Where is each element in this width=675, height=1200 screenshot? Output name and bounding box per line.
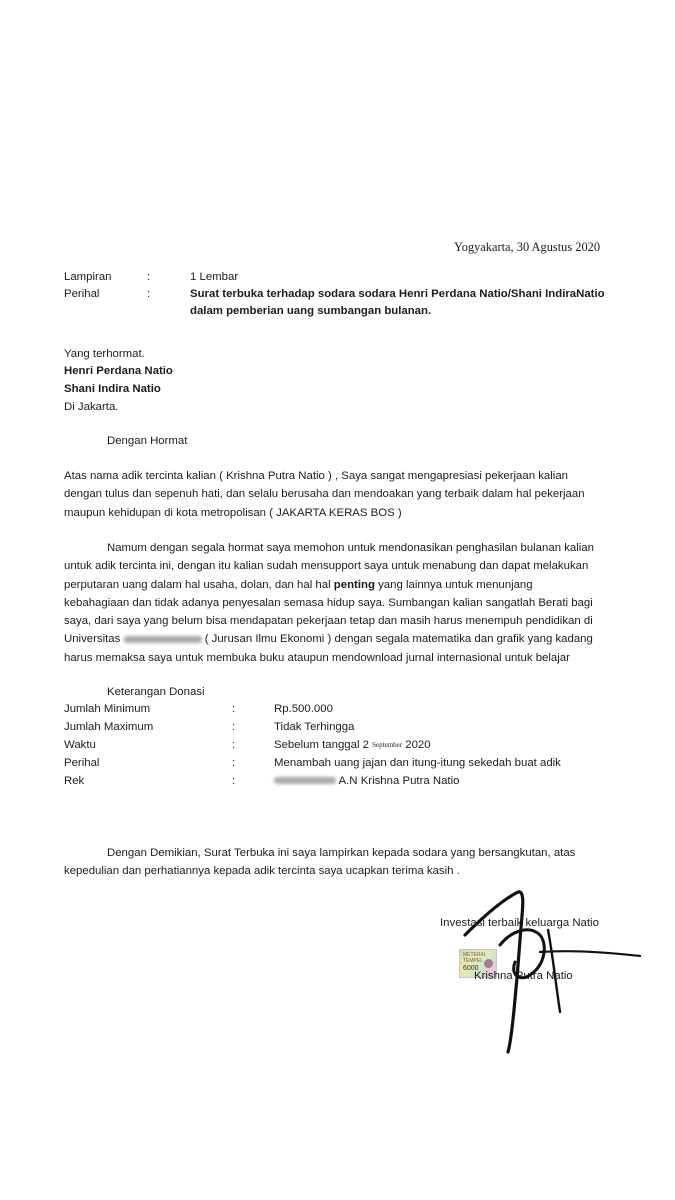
donation-value-perihal: Menambah uang jajan dan itung-itung sekedah buat adik [274,757,561,769]
greeting: Yang terhormat. [64,348,145,360]
donation-label-max: Jumlah Maximum [64,721,154,733]
donation-label-waktu: Waktu [64,739,96,751]
text-run: ( Jurusan Ilmu Ekonomi ) dengan segala matematika dan grafik yang kadang [204,633,593,646]
paragraph-2-line: Namum dengan segala hormat saya memohon untuk mendonasikan penghasilan bulanan kalian [107,542,594,554]
signer-title: Investasi terbaik keluarga Natio [440,917,599,929]
text-run: A.N Krishna Putra Natio [336,775,460,787]
closing-line: kepedulian dan perhatiannya kepada adik tercinta saya ucapkan terima kasih . [64,865,460,878]
perihal-label: Perihal [64,288,100,300]
place-date: Yogyakarta, 30 Agustus 2020 [454,240,601,254]
donation-value-max: Tidak Terhingga [274,721,355,733]
text-run: 2020 [402,739,431,751]
lampiran-label: Lampiran [64,271,112,283]
donation-label-perihal: Perihal [64,757,100,769]
paragraph-2-line: untuk adik tercinta ini, dengan itu kalian sudah mensupport saya untuk menabung dan dapat melakukan [64,560,589,573]
opening-salutation: Dengan Hormat [107,435,188,447]
month-handwritten: September [372,741,403,749]
donation-colon: : [232,757,236,769]
recipient-name-2: Shani Indira Natio [64,383,161,395]
stamp-caption: METERAI TEMPEL [463,952,486,964]
text-run: Universitas [64,633,124,646]
donation-colon: : [232,703,236,715]
lampiran-value: 1 Lembar [190,271,239,283]
emphasis-penting: penting [333,578,375,591]
perihal-line-1: Surat terbuka terhadap sodara sodara Henri Perdana Natio/Shani IndiraNatio [190,288,605,300]
perihal-line-2: dalam pemberian uang sumbangan bulanan. [190,305,432,317]
text-run: yang lainnya untuk menunjang [374,578,533,591]
stamp-value: 6000 [463,965,479,972]
recipient-name-1: Henri Perdana Natio [64,365,173,377]
donation-value-min: Rp.500.000 [274,703,333,715]
paragraph-1-line: Atas nama adik tercinta kalian ( Krishna Putra Natio ) , Saya sangat mengapresiasi pekerjaan kalian [64,470,568,482]
donation-label-rek: Rek [64,775,85,787]
donation-colon: : [232,775,236,787]
donation-label-min: Jumlah Minimum [64,703,151,715]
text-run: perputaran uang dalam hal usaha, dolan, dan hal hal [64,578,334,591]
perihal-colon: : [147,288,151,300]
donation-colon: : [232,721,236,733]
paragraph-1-line: maupun kehidupan di kota metropolisan ( JAKARTA KERAS BOS ) [64,506,402,519]
donation-colon: : [232,739,236,751]
recipient-location: Di Jakarta. [64,401,119,413]
paragraph-2-line: saya, dari saya yang belum bisa mendapatan pekerjaan tetap dan masih harus menempuh pendidikan di [64,615,593,628]
lampiran-colon: : [147,271,151,283]
paragraph-1-line: dengan tulus dan sepenuh hati, dan selalu berusaha dan mendoakan yang terbaik dalam hal pekerjaan [64,488,585,501]
paragraph-2-line: kebahagiaan dan tidak adanya penyesalan semasa hidup saya. Sumbangan kalian sangatlah Berati bagi [64,596,593,609]
text-run: Sebelum tanggal 2 [274,739,373,751]
paragraph-2-line: harus memaksa saya untuk membuka buku ataupun mendownload jurnal internasional untuk belajar [64,651,570,664]
signer-name: Krishna Putra Natio [474,970,573,982]
donation-title: Keterangan Donasi [107,686,205,698]
closing-line: Dengan Demikian, Surat Terbuka ini saya lampirkan kepada sodara yang bersangkutan, atas [107,847,576,859]
